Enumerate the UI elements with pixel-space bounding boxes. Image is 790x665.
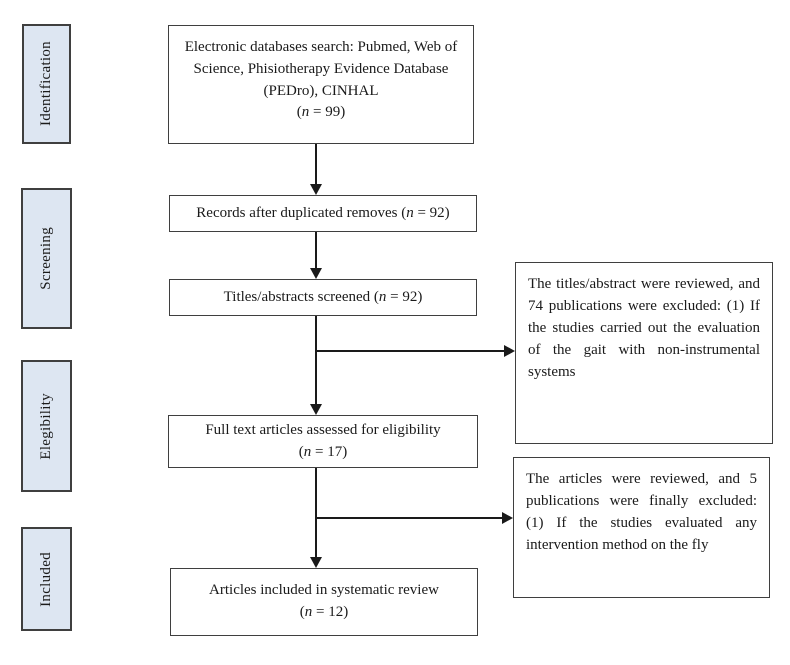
arrow-branch-to-exclusion2-head [502,512,513,524]
box-duplicates-removed [169,195,477,232]
box-articles-included-text: Articles included in systematic review [209,582,439,599]
arrow-branch-to-exclusion2-line [315,517,503,519]
stage-elegibility-label: Elegibility [38,392,54,460]
box-articles-included-count: (n = 12) [299,604,349,620]
box-fulltext-assessed-text: Full text articles assessed for eligibility [205,421,441,438]
arrow-duplicates-to-titles-line [315,232,317,269]
box-exclusion-fulltext-text: The articles were reviewed, and 5 publications were finally excluded: (1) If the studies evaluated any intervention method on the fly [526,471,757,554]
stage-included [21,527,72,631]
stage-identification [22,24,71,144]
box-fulltext-assessed [168,415,478,468]
box-exclusion-titles [515,262,773,444]
box-database-search-count: (n = 99) [296,104,346,121]
box-titles-screened-text: Titles/abstracts screened (n = 92) [223,288,423,305]
box-database-search [168,25,474,144]
stage-screening [21,188,72,329]
arrow-search-to-duplicates-line [315,144,317,185]
stage-screening-label: Screening [38,227,54,290]
arrow-branch-to-exclusion1-line [315,350,505,352]
stage-identification-label: Identification [38,41,54,127]
box-database-search-text: Electronic databases search: Pubmed, Web of Science, Phisiotherapy Evidence Database (PEDro), CINHAL [184,39,458,99]
arrow-fulltext-to-included-head [310,557,322,568]
stage-included-label: Included [38,551,54,607]
arrow-branch-to-exclusion1-head [504,345,515,357]
box-duplicates-removed-text: Records after duplicated removes (n = 92) [196,204,450,221]
box-titles-screened [169,279,477,316]
box-articles-included [170,568,478,636]
box-exclusion-titles-text: The titles/abstract were reviewed, and 74 publications were excluded: (1) If the studies carried out the evaluation of the gait with non-instrumental systems [528,276,760,381]
box-fulltext-assessed-count: (n = 17) [298,443,348,460]
arrow-titles-to-fulltext-head [310,404,322,415]
box-exclusion-fulltext [513,457,770,598]
arrow-duplicates-to-titles-head [310,268,322,279]
arrow-fulltext-to-included-line [315,468,317,558]
stage-elegibility [21,360,72,492]
arrow-search-to-duplicates-head [310,184,322,195]
arrow-titles-to-fulltext-line [315,316,317,405]
